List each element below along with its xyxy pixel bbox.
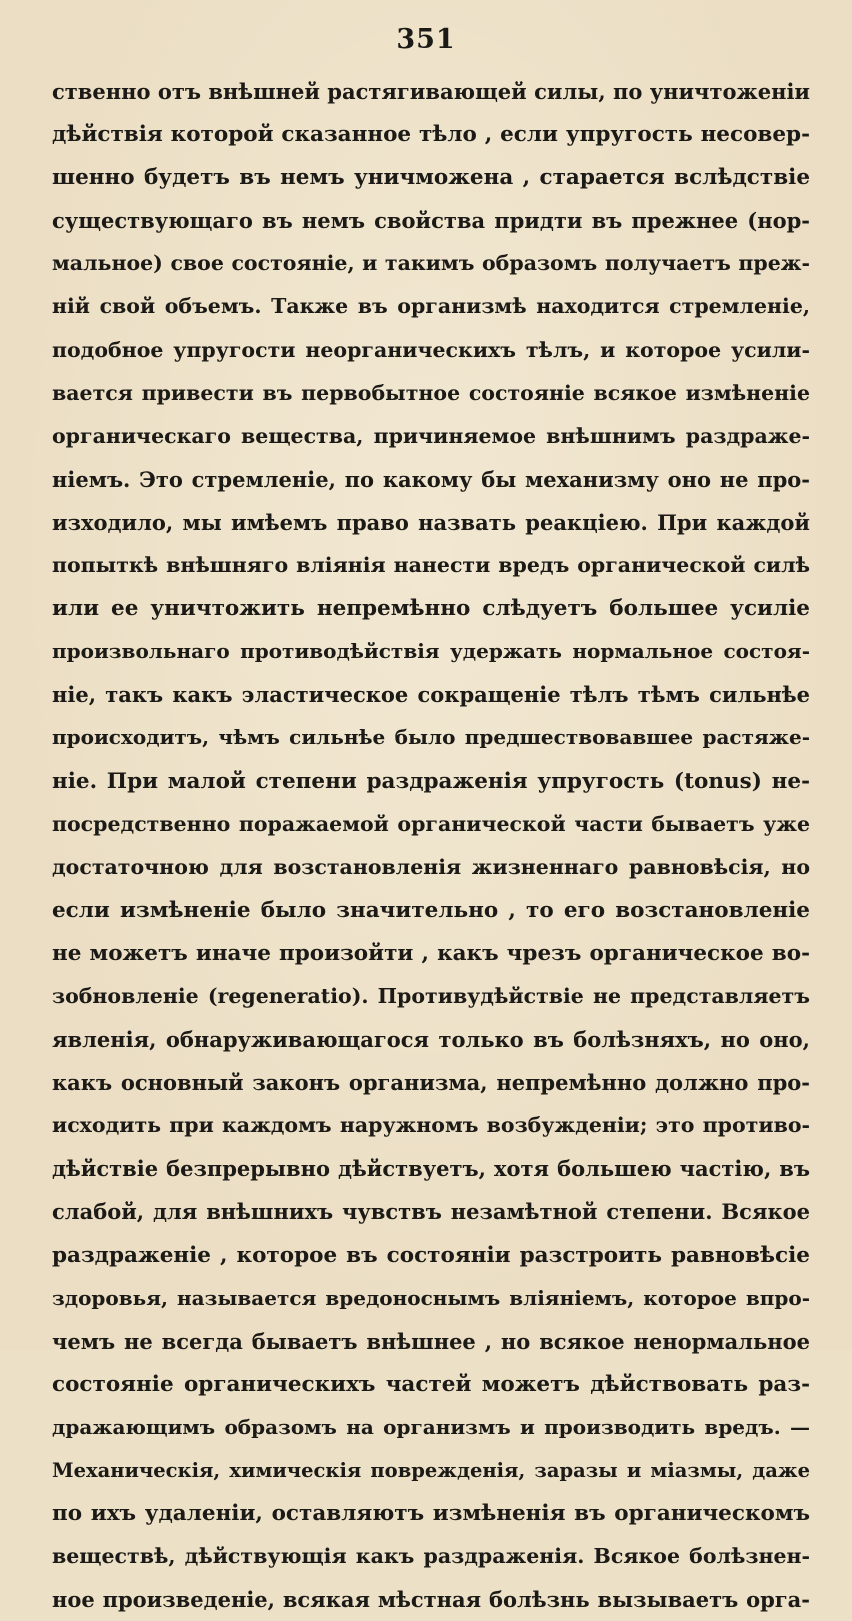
text-line: не можетъ иначе произойти , какъ чрезъ органическое во- bbox=[52, 940, 810, 966]
text-line: попыткѣ внѣшняго вліянія нанести вредъ органической силѣ bbox=[52, 553, 810, 578]
text-line: по ихъ удаленіи, оставляютъ измѣненія въ органическомъ bbox=[52, 1501, 810, 1527]
text-line: органическаго вещества, причиняемое внѣшнимъ раздраже- bbox=[52, 423, 810, 448]
text-line: исходить при каждомъ наружномъ возбужденіи; это противо- bbox=[52, 1113, 810, 1138]
text-line: веществѣ, дѣйствующія какъ раздраженія. Всякое болѣзнен- bbox=[52, 1544, 810, 1569]
text-line: ственно отъ внѣшней растягивающей силы, по уничтоженіи bbox=[52, 79, 810, 104]
text-line: вается привести въ первобытное состояніе всякое измѣненіе bbox=[52, 380, 810, 405]
text-line: шенно будетъ въ немъ уничможена , старается вслѣдствіе bbox=[52, 165, 810, 191]
text-line: ніе. При малой степени раздраженія упругость (tonus) не- bbox=[52, 768, 810, 794]
text-line: ніемъ. Это стремленіе, по какому бы механизму оно не про- bbox=[52, 466, 810, 492]
text-line: зобновленіе (regeneratio). Противудѣйствіе не представляетъ bbox=[52, 983, 810, 1008]
text-line: здоровья, называется вредоноснымъ вліяніемъ, которое впро- bbox=[52, 1285, 810, 1310]
text-line: раздраженіе , которое въ состояніи разстроить равновѣсіе bbox=[52, 1242, 810, 1268]
text-line: ное произведеніе, всякая мѣстная болѣзнь вызываетъ орга- bbox=[52, 1587, 810, 1613]
text-line: существующаго въ немъ свойства придти въ прежнее (нор- bbox=[52, 208, 810, 234]
text-line: слабой, для внѣшнихъ чувствъ незамѣтной степени. Всякое bbox=[52, 1199, 810, 1225]
page-number: 351 bbox=[396, 24, 456, 55]
text-line: дражающимъ образомъ на организмъ и производить вредъ. — bbox=[52, 1414, 810, 1439]
text-line: произвольнаго противодѣйствія удержать нормальное состоя- bbox=[52, 639, 810, 664]
text-line: явленія, обнаруживающагося только въ болѣзняхъ, но оно, bbox=[52, 1027, 810, 1053]
text-line: чемъ не всегда бываетъ внѣшнее , но всякое ненормальное bbox=[52, 1328, 810, 1354]
text-line: если измѣненіе было значительно , то его возстановленіе bbox=[52, 897, 810, 923]
text-line: изходило, мы имѣемъ право назвать реакціею. При каждой bbox=[52, 509, 810, 535]
text-line: Механическія, химическія поврежденія, заразы и міазмы, даже bbox=[52, 1459, 810, 1482]
text-line: подобное упругости неорганическихъ тѣлъ, и которое усили- bbox=[52, 337, 810, 362]
text-line: происходитъ, чѣмъ сильнѣе было предшествовавшее растяже- bbox=[52, 725, 810, 750]
body-text bbox=[52, 70, 810, 1621]
text-line: дѣйствіе безпрерывно дѣйствуетъ, хотя большею частію, въ bbox=[52, 1156, 810, 1182]
text-line: какъ основный законъ организма, непремѣнно должно про- bbox=[52, 1070, 810, 1096]
text-line: достаточною для возстановленія жизненнаго равновѣсія, но bbox=[52, 854, 810, 879]
text-line: ній свой объемъ. Также въ организмѣ находится стремленіе, bbox=[52, 294, 810, 319]
text-line: ніе, такъ какъ эластическое сокращеніе тѣлъ тѣмъ сильнѣе bbox=[52, 682, 810, 708]
text-line: или ее уничтожить непремѣнно слѣдуетъ большее усиліе bbox=[52, 596, 810, 622]
text-line: посредственно поражаемой органической части бываетъ уже bbox=[52, 811, 810, 836]
text-line: мальное) свое состояніе, и такимъ образомъ получаетъ преж- bbox=[52, 251, 810, 276]
text-line: дѣйствія которой сказанное тѣло , если упругость несовер- bbox=[52, 122, 810, 148]
text-line: состояніе органическихъ частей можетъ дѣйствовать раз- bbox=[52, 1371, 810, 1397]
